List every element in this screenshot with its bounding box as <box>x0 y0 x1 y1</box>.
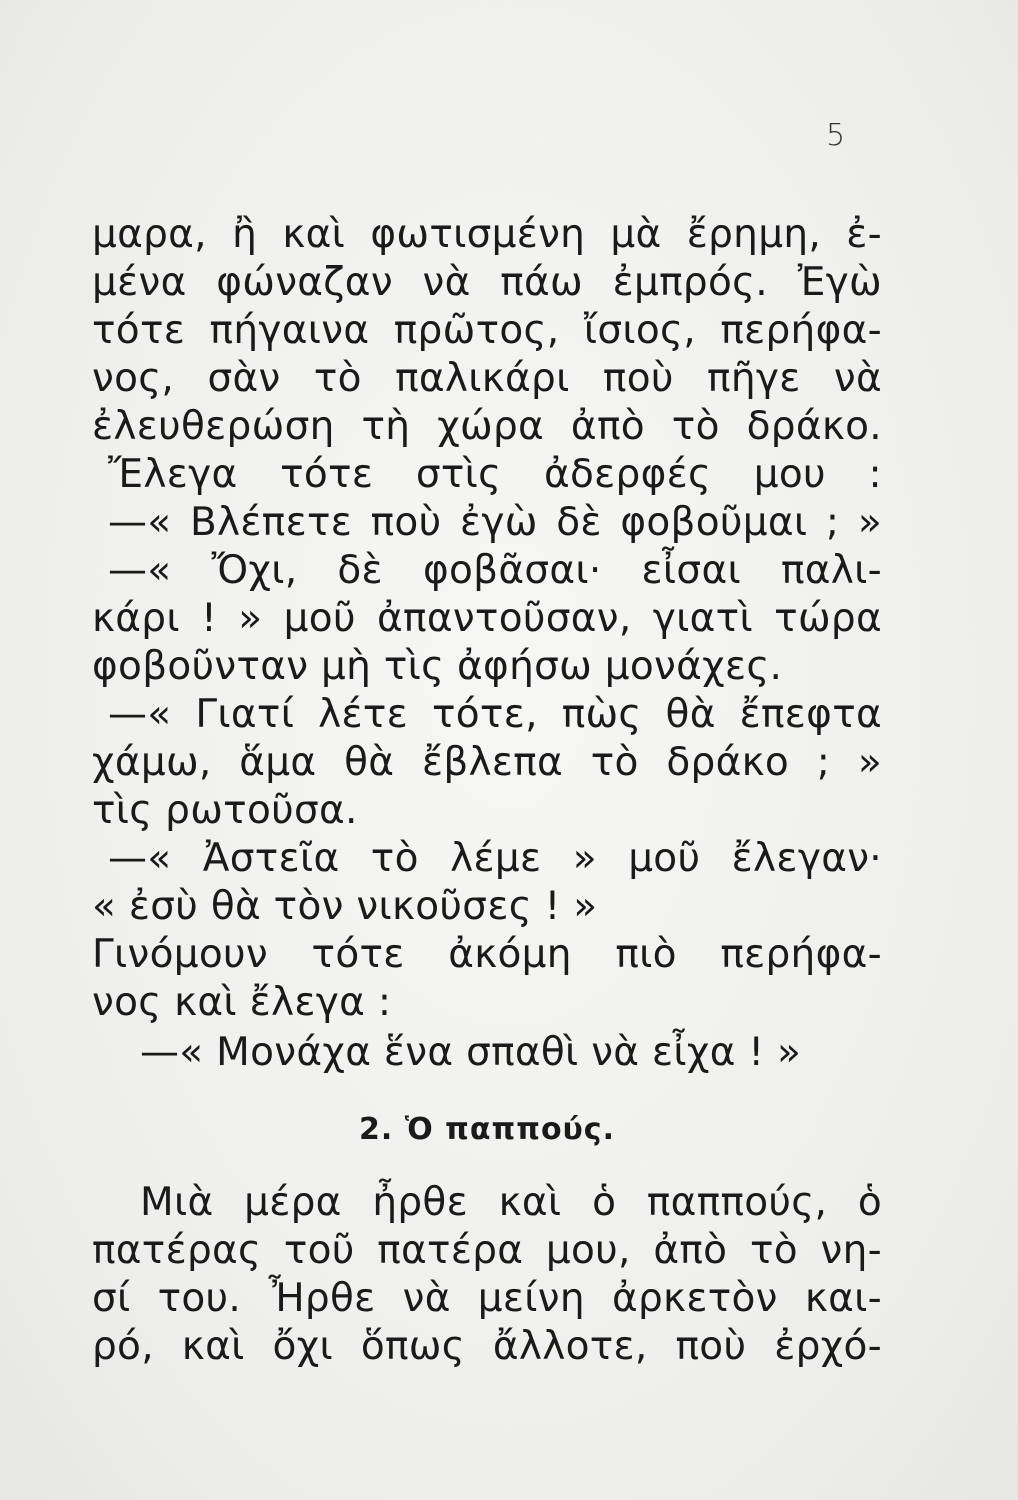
page-number: 5 <box>826 118 846 153</box>
text-line: ρό, καὶ ὄχι ὅπως ἄλλοτε, ποὺ ἐρχό- <box>92 1324 882 1369</box>
text-line: σί του. Ἦρθε νὰ μείνη ἀρκετὸν και- <box>92 1276 882 1321</box>
text-line: νος, σὰν τὸ παλικάρι ποὺ πῆγε νὰ <box>92 356 882 401</box>
text-line: μαρα, ἢ καὶ φωτισμένη μὰ ἔρημη, ἐ- <box>92 212 882 257</box>
dialogue-line: —« Βλέπετε ποὺ ἐγὼ δὲ φοβοῦμαι ; » <box>108 500 882 545</box>
text-line: νος καὶ ἔλεγα : <box>92 980 392 1025</box>
dialogue-line: —« Γιατί λέτε τότε, πὼς θὰ ἔπεφτα <box>108 692 882 737</box>
dialogue-line: —« Μονάχα ἕνα σπαθὶ νὰ εἶχα ! » <box>140 1030 802 1075</box>
dialogue-line: —« Ὄχι, δὲ φοβᾶσαι· εἶσαι παλι- <box>108 548 882 593</box>
dialogue-line: —« Ἀστεῖα τὸ λέμε » μοῦ ἔλεγαν· <box>108 836 882 881</box>
text-line: τότε πήγαινα πρῶτος, ἴσιος, περήφα- <box>92 308 882 353</box>
text-line: Μιὰ μέρα ἦρθε καὶ ὁ παππούς, ὁ <box>140 1180 882 1225</box>
text-line: κάρι ! » μοῦ ἀπαντοῦσαν, γιατὶ τώρα <box>92 596 882 641</box>
text-line: φοβοῦνταν μὴ τὶς ἀφήσω μονάχες. <box>92 644 783 689</box>
text-line: ἐλευθερώση τὴ χώρα ἀπὸ τὸ δράκο. <box>92 404 882 449</box>
text-line: Ἔλεγα τότε στὶς ἀδερφές μου : <box>108 452 882 497</box>
text-line: χάμω, ἅμα θὰ ἔβλεπα τὸ δράκο ; » <box>92 740 882 785</box>
text-line: πατέρας τοῦ πατέρα μου, ἀπὸ τὸ νη- <box>92 1228 882 1273</box>
text-line: μένα φώναζαν νὰ πάω ἐμπρός. Ἐγὼ <box>92 260 882 305</box>
section-heading: 2. Ὁ παππούς. <box>358 1112 615 1147</box>
text-line: τὶς ρωτοῦσα. <box>92 788 358 833</box>
text-line: Γινόμουν τότε ἀκόμη πιὸ περήφα- <box>92 932 882 977</box>
text-line: « ἐσὺ θὰ τὸν νικοῦσες ! » <box>92 884 598 929</box>
